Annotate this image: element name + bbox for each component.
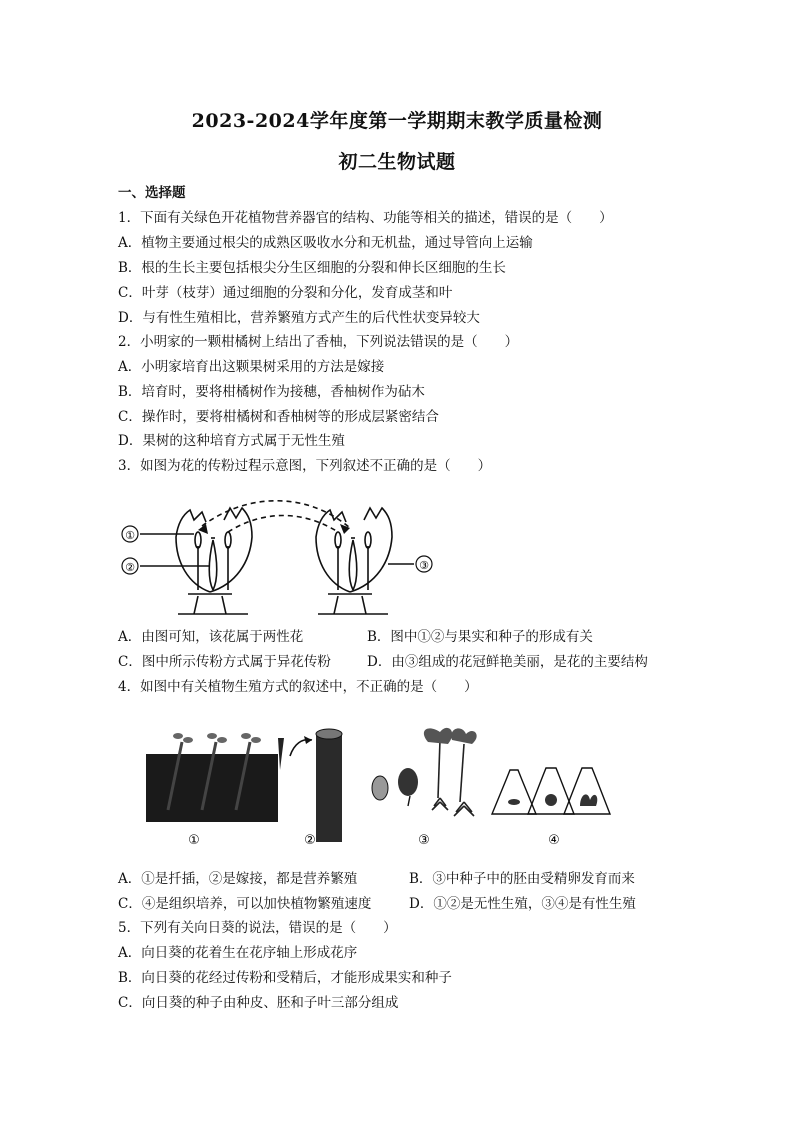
pollination-figure <box>118 492 438 620</box>
section-heading: 一、选择题 <box>118 185 186 201</box>
q5-stem: 5．下列有关向日葵的说法，错误的是（ ） <box>118 920 397 936</box>
fig4-label-2: ② <box>304 833 316 848</box>
q4-option-b: B．③中种子中的胚由受精卵发育而来 <box>409 871 635 887</box>
q2-stem: 2．小明家的一颗柑橘树上结出了香柚，下列说法错误的是（ ） <box>118 334 519 350</box>
q3-option-c: C．图中所示传粉方式属于异花传粉 <box>118 654 331 670</box>
q1-option-d: D．与有性生殖相比，营养繁殖方式产生的后代性状变异较大 <box>118 310 480 326</box>
fig3-label-1: ① <box>125 529 135 542</box>
fig3-label-2: ② <box>125 561 135 574</box>
q1-option-a: A．植物主要通过根尖的成熟区吸收水分和无机盐，通过导管向上运输 <box>118 235 533 251</box>
q5-option-b: B．向日葵的花经过传粉和受精后，才能形成果实和种子 <box>118 970 452 986</box>
fig3-label-3: ③ <box>419 559 429 572</box>
exam-subtitle: 初二生物试题 <box>338 151 456 173</box>
q4-stem: 4．如图中有关植物生殖方式的叙述中，不正确的是（ ） <box>118 679 478 695</box>
q1-stem: 1．下面有关绿色开花植物营养器官的结构、功能等相关的描述，错误的是（ ） <box>118 210 613 226</box>
q5-option-a: A．向日葵的花着生在花序轴上形成花序 <box>118 945 358 961</box>
q1-option-b: B．根的生长主要包括根尖分生区细胞的分裂和伸长区细胞的生长 <box>118 260 506 276</box>
q4-option-d: D．①②是无性生殖，③④是有性生殖 <box>409 896 636 912</box>
exam-title: 2023-2024学年度第一学期期末教学质量检测 <box>191 110 603 132</box>
fig4-label-3: ③ <box>418 833 430 848</box>
q3-stem: 3．如图为花的传粉过程示意图，下列叙述不正确的是（ ） <box>118 458 492 474</box>
q2-option-d: D．果树的这种培育方式属于无性生殖 <box>118 433 345 449</box>
fig4-label-4: ④ <box>548 833 560 848</box>
q1-option-c: C．叶芽（枝芽）通过细胞的分裂和分化，发育成茎和叶 <box>118 285 453 301</box>
q4-option-c: C．④是组织培养，可以加快植物繁殖速度 <box>118 896 372 912</box>
q4-option-a: A．①是扦插，②是嫁接，都是营养繁殖 <box>118 871 358 887</box>
q5-option-c: C．向日葵的种子由种皮、胚和子叶三部分组成 <box>118 995 399 1011</box>
fig4-label-1: ① <box>188 833 200 848</box>
q3-option-b: B．图中①②与果实和种子的形成有关 <box>367 629 593 645</box>
q2-option-a: A．小明家培育出这颗果树采用的方法是嫁接 <box>118 359 385 375</box>
q3-option-d: D．由③组成的花冠鲜艳美丽，是花的主要结构 <box>367 654 648 670</box>
q2-option-c: C．操作时，要将柑橘树和香柚树等的形成层紧密结合 <box>118 409 439 425</box>
q2-option-b: B．培育时，要将柑橘树作为接穗，香柚树作为砧木 <box>118 384 425 400</box>
plant-reproduction-figure <box>118 710 618 860</box>
q3-option-a: A．由图可知，该花属于两性花 <box>118 629 304 645</box>
